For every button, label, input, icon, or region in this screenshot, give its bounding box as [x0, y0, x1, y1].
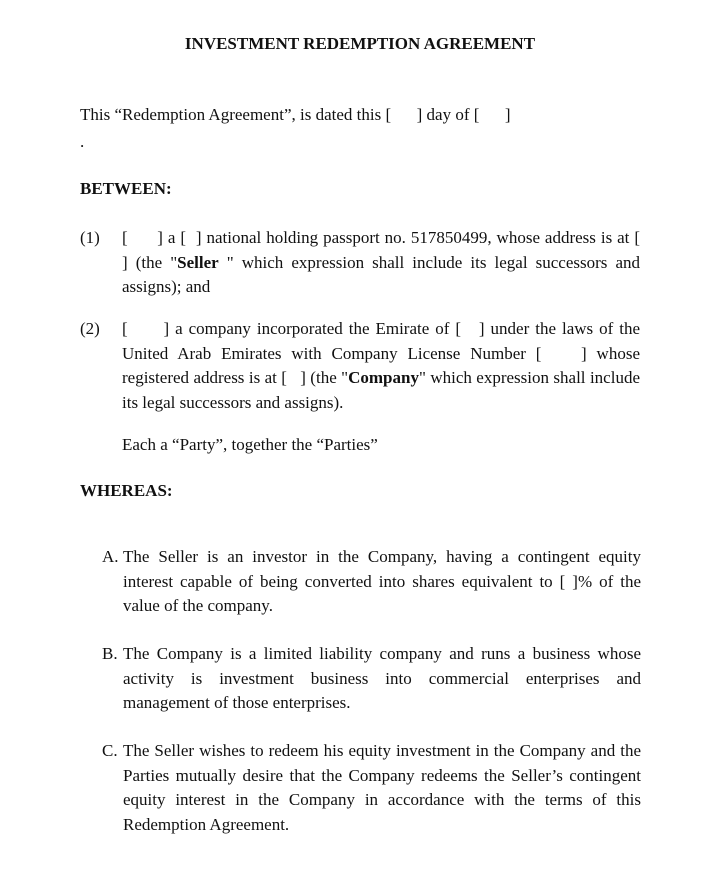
recital-text: The Seller wishes to redeem his equity investment in the Company and the Parties mutually desire that the Company redeems the Seller’s contingent equity interest in the Company in accordance with the terms of this Redemption Agreement. — [123, 741, 641, 834]
recital-text: The Company is a limited liability company and runs a business whose activity is investment business into commercial enterprises and management of those enterprises. — [123, 644, 641, 712]
party-company-clause — [122, 317, 645, 415]
party-text: " which expression shall include its legal successors and assigns); and — [122, 252, 645, 296]
recital-text: The Seller is an investor in the Company, having a contingent equity interest capable of being converted into shares equivalent to [ ]% of the value of the company. — [123, 547, 641, 615]
whereas-heading: WHEREAS: — [80, 481, 173, 500]
intro-line: This “Redemption Agreement”, is dated this [ ] day of [ ] — [80, 105, 511, 124]
party-defined-term: Company — [348, 368, 419, 387]
party-number: (2) — [80, 319, 100, 338]
recital-letter: A. — [102, 547, 119, 566]
party-defined-term: Seller — [177, 252, 219, 272]
party-seller-clause — [122, 226, 657, 300]
intro-continuation: . — [80, 132, 85, 151]
document-title: INVESTMENT REDEMPTION AGREEMENT — [184, 34, 536, 53]
each-party-line: Each a “Party”, together the “Parties” — [122, 435, 378, 454]
party-number: (1) — [80, 228, 100, 247]
recital-letter: C. — [102, 741, 118, 760]
recital-letter: B. — [102, 644, 118, 663]
party-text: [ ] a company incorporated the Emirate of [ ] under the laws of the United Arab Emirates with Company License Number [ ] whose registered address is at [ ] (the " — [122, 319, 645, 387]
between-heading: BETWEEN: — [80, 179, 172, 198]
party-text: [ ] a [ ] national holding passport no. 517850499, whose address is at [ ] (the " — [122, 228, 657, 272]
party-text: " which expression shall include its legal successors and assigns). — [122, 368, 645, 412]
